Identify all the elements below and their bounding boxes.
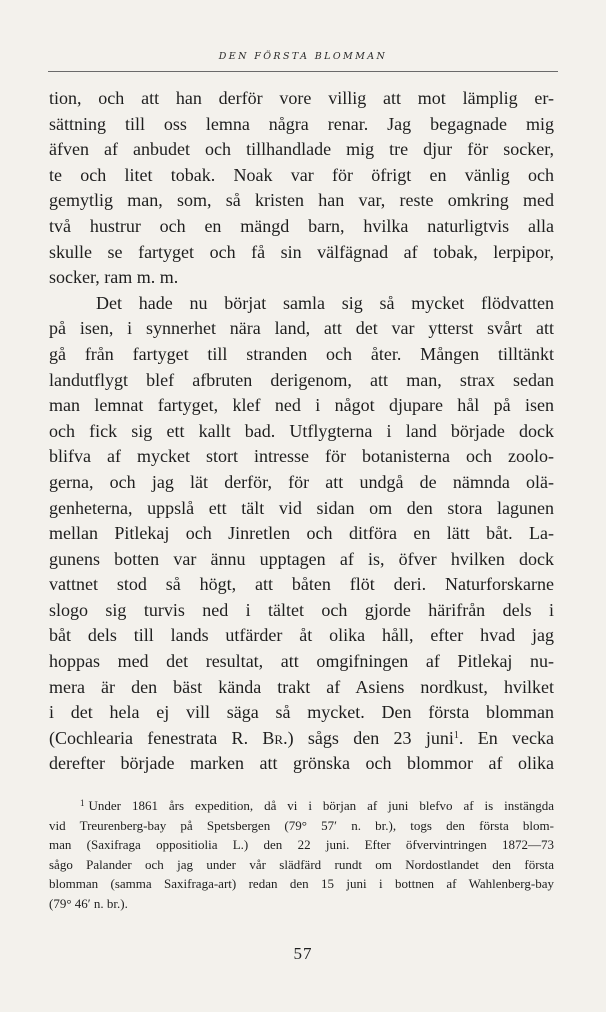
footnote-line: vid Treurenberg-bay på Spetsbergen (79° 57′ n. br.), togs den första blom-: [49, 817, 554, 833]
author-abbrev: Br.: [262, 727, 288, 748]
text-line: blifva af mycket stort intresse för botanisterna och zoolo-: [49, 446, 554, 467]
body-text: [49, 86, 554, 777]
paragraph-2: [49, 291, 554, 777]
text-line: derefter började marken att grönska och blommor af olika: [49, 753, 554, 774]
footnote-ref: 1: [453, 729, 459, 741]
text-line: och fick sig ett kallt bad. Utflygterna i land började dock: [49, 420, 554, 441]
footnote-line: blomman (samma Saxifraga-art) redan den 15 juni i bottnen af Wahlenberg-bay: [49, 876, 554, 892]
text-line: två hustrur och en mängd barn, hvilka naturligtvis alla: [49, 215, 554, 236]
text-line: te och litet tobak. Noak var för öfrigt en vänlig och: [49, 164, 554, 185]
footnote-mark: 1: [80, 798, 85, 808]
text-line: gerna, och jag lät derför, för att undgå de nämnda olä-: [49, 471, 554, 492]
text-line: vattnet stod så högt, att båten flöt deri. Naturforskarne: [49, 574, 554, 595]
text-line: landutflygt blef afbruten derigenom, att man, strax sedan: [49, 369, 554, 390]
text-line-with-footnote-ref: [49, 726, 554, 752]
running-head: DEN FÖRSTA BLOMMAN: [218, 51, 388, 62]
footnote-line: (79° 46′ n. br.).: [49, 895, 128, 911]
text-line: genheterna, uppslå ett tält vid sidan om den stora lagunen: [49, 497, 554, 518]
text-line: tion, och att han derför vore villig att mot lämplig er-: [49, 88, 554, 108]
text-segment: (Cochlearia fenestrata R.: [49, 727, 263, 748]
text-line: gunens botten var ännu upptagen af is, öfver hvilken dock: [49, 548, 554, 569]
text-segment: ) sågs den 23 juni: [287, 727, 454, 748]
text-line: skulle se fartyget och få sin välfägnad af tobak, lerpipor,: [49, 241, 554, 262]
text-line: hoppas med det resultat, att omgifningen af Pitlekaj nu-: [49, 651, 554, 672]
paragraph-1: [49, 86, 554, 291]
text-line: gå från fartyget till stranden och åter. Mången tilltänkt: [49, 343, 554, 364]
footnotes: [49, 794, 554, 914]
footnote-line: man (Saxifraga oppositiolia L.) den 22 juni. Efter öfvervintringen 1872—73: [49, 837, 554, 853]
text-line: sättning till oss lemna några renar. Jag begagnade mig: [49, 113, 554, 134]
footnote-text: Under 1861 års expedition, då vi i början af juni blefvo af is instängda: [88, 798, 554, 813]
text-line: socker, ram m. m.: [49, 267, 179, 288]
footnote-line: sågo Palander och jag under vår slädfärd rundt om Nordostlandet den första: [49, 856, 554, 872]
footnote-line: [49, 794, 554, 816]
text-line: på isen, i synnerhet nära land, att det var ytterst svårt att: [49, 318, 554, 339]
text-line: Det hade nu börjat samla sig så mycket flödvatten: [96, 292, 554, 313]
text-line: mera är den bäst kända trakt af Asiens nordkust, hvilket: [49, 676, 554, 697]
header-rule: [48, 71, 558, 72]
text-line: äfven af anbudet och tillhandlade mig tre djur för socker,: [49, 139, 554, 160]
page-number: 57: [293, 944, 313, 963]
text-line: mellan Pitlekaj och Jinretlen och ditföra en lätt båt. La-: [49, 523, 554, 544]
text-line: gemytlig man, som, så kristen han var, reste omkring med: [49, 190, 554, 211]
text-line: båt dels till lands utfärder åt olika håll, efter hvad jag: [49, 625, 554, 646]
text-segment: . En vecka: [458, 727, 554, 748]
text-line: slogo sig turvis ned i tältet och gjorde härifrån dels i: [49, 599, 554, 620]
text-line: i det hela ej vill säga så mycket. Den första blomman: [49, 702, 554, 723]
text-line: man lemnat fartyget, klef ned i något djupare hål på isen: [49, 395, 554, 416]
